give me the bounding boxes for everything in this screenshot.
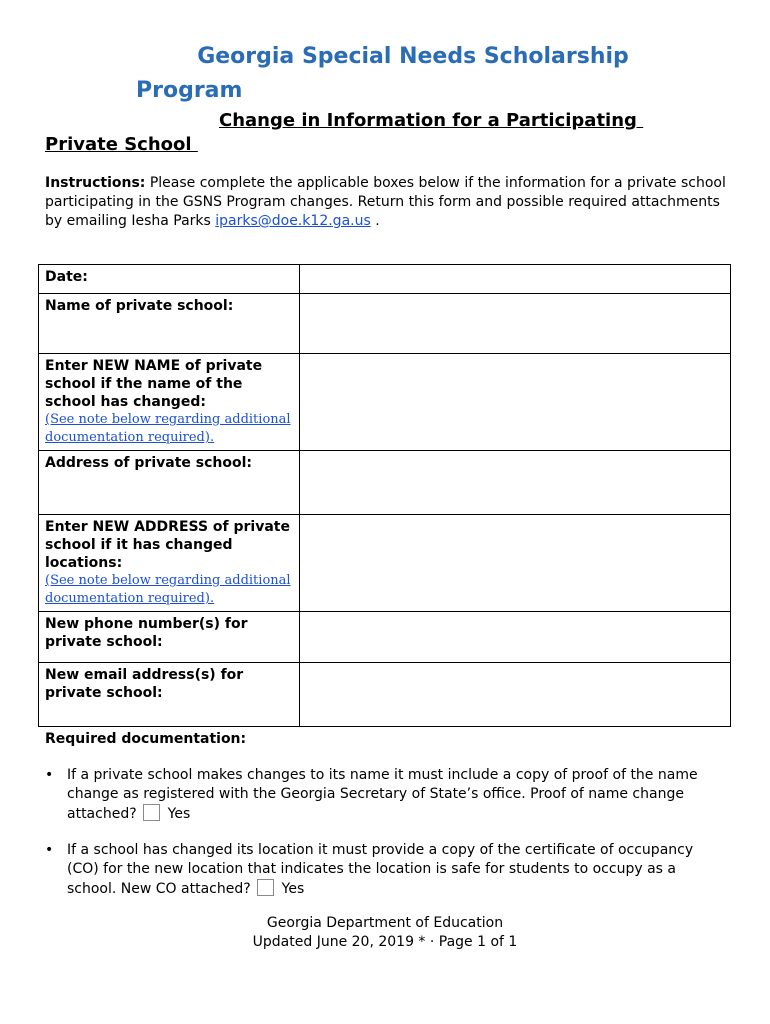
name-change-checkbox[interactable] (143, 804, 160, 821)
document-title-continued: Program (136, 78, 243, 103)
new-address-note: (See note below regarding additional documentation required). (45, 573, 291, 606)
email-field[interactable] (300, 663, 731, 727)
phone-label: New phone number(s) for private school: (39, 612, 300, 663)
new-co-checkbox[interactable] (257, 879, 274, 896)
school-name-field[interactable] (300, 294, 731, 354)
new-name-field[interactable] (300, 354, 731, 451)
school-info-form (38, 264, 731, 727)
required-documentation-list (45, 766, 725, 916)
bullet-icon: • (45, 842, 54, 858)
date-field[interactable] (300, 265, 731, 294)
form-row-new-address (39, 515, 731, 612)
school-name-label: Name of private school: (39, 294, 300, 354)
page-footer (0, 914, 770, 952)
form-row-school-name (39, 294, 731, 354)
location-change-text: If a school has changed its location it must provide a copy of the certificate of occupancy (CO) for the new location that indicates the location is safe for students to occupy as a school. New CO attached? (67, 842, 694, 897)
form-subtitle-continued: Private School (45, 134, 198, 155)
required-documentation-heading: Required documentation: (45, 731, 247, 747)
name-change-yes-label: Yes (167, 806, 191, 822)
form-row-phone (39, 612, 731, 663)
bullet-icon: • (45, 767, 54, 783)
form-row-email (39, 663, 731, 727)
new-co-yes-label: Yes (281, 881, 305, 897)
new-name-label: Enter NEW NAME of private school if the name of the school has changed: (45, 358, 263, 410)
instructions-text: Please complete the applicable boxes below if the information for a private school participating in the GSNS Program changes. Return this form and possible required attachments by emailing Iesha Parks (45, 175, 726, 229)
instructions-end: . (370, 213, 380, 229)
email-label: New email address(s) for private school: (39, 663, 300, 727)
list-item (45, 766, 725, 824)
new-address-label-cell (39, 515, 300, 612)
list-item (45, 841, 725, 899)
address-field[interactable] (300, 451, 731, 515)
form-row-address (39, 451, 731, 515)
footer-update-info: Updated June 20, 2019 * · Page 1 of 1 (252, 934, 518, 950)
instructions-paragraph (45, 174, 735, 231)
instructions-label: Instructions: (45, 175, 146, 191)
phone-field[interactable] (300, 612, 731, 663)
new-address-label: Enter NEW ADDRESS of private school if it has changed locations: (45, 519, 290, 571)
name-change-text: If a private school makes changes to its name it must include a copy of proof of the name change as registered with the Georgia Secretary of State’s office. Proof of name change attached? (67, 767, 698, 822)
new-name-label-cell (39, 354, 300, 451)
document-title: Georgia Special Needs Scholarship (197, 44, 629, 69)
form-row-new-name (39, 354, 731, 451)
footer-organization: Georgia Department of Education (266, 915, 504, 931)
new-name-note: (See note below regarding additional documentation required). (45, 412, 291, 445)
address-label: Address of private school: (39, 451, 300, 515)
new-address-field[interactable] (300, 515, 731, 612)
form-row-date (39, 265, 731, 294)
date-label: Date: (39, 265, 300, 294)
form-subtitle: Change in Information for a Participating (219, 110, 644, 131)
email-link[interactable]: iparks@doe.k12.ga.us (215, 213, 371, 229)
